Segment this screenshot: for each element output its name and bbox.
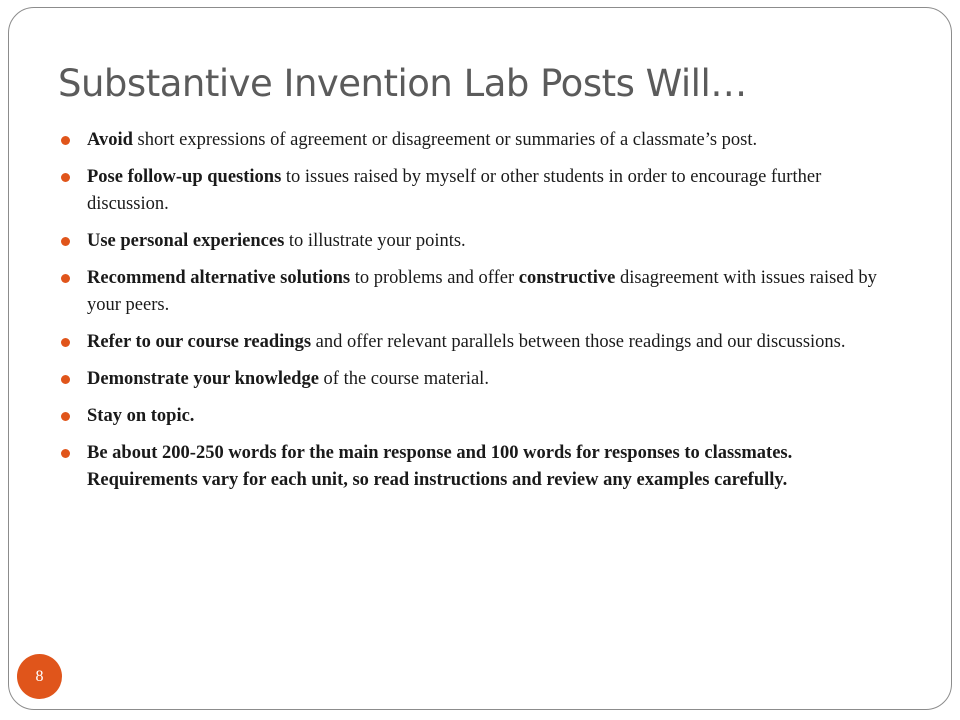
bullet-emphasis-constructive: constructive [518, 268, 616, 288]
bullet-text: to illustrate your points. [284, 231, 466, 251]
bullet-emphasis: Be about 200-250 words for the main response and 100 words for responses to classmates. Requirements vary for each unit, so read instructions and review any examples carefully. [87, 443, 793, 490]
bullet-text: to issues raised by myself or other students in order to encourage further discussion. [87, 167, 822, 214]
bullet-icon [61, 136, 70, 145]
bullet-emphasis: Avoid [87, 130, 133, 150]
bullet-emphasis: Use personal experiences [87, 231, 285, 251]
bullet-item-experiences [60, 228, 900, 255]
bullet-item-knowledge [60, 366, 900, 393]
bullet-emphasis: Recommend alternative solutions [87, 268, 351, 288]
bullet-item-topic [60, 403, 900, 430]
bullet-icon [61, 449, 70, 458]
bullet-emphasis: Refer to our course readings [87, 332, 312, 352]
slide-number-badge: 8 [17, 654, 62, 699]
bullet-text-continued: disagreement with issues raised by your peers. [87, 268, 877, 315]
bullet-text: of the course material. [318, 369, 489, 389]
bullet-text: short expressions of agreement or disagreement or summaries of a classmate’s post. [132, 130, 758, 150]
bullet-icon [61, 338, 70, 347]
bullet-emphasis: Pose follow-up questions [87, 167, 282, 187]
bullet-emphasis: Demonstrate your knowledge [87, 369, 319, 389]
bullet-emphasis: Stay on topic. [87, 406, 195, 426]
bullet-icon [61, 412, 70, 421]
bullet-text: and offer relevant parallels between those readings and our discussions. [311, 332, 846, 352]
bullet-item-alternatives [60, 265, 900, 319]
bullet-icon [61, 274, 70, 283]
bullet-item-follow-up [60, 164, 900, 218]
slide-title: Substantive Invention Lab Posts Will… [58, 62, 747, 105]
bullet-icon [61, 375, 70, 384]
bullet-text: to problems and offer [350, 268, 519, 288]
bullet-item-avoid [60, 127, 900, 154]
bullet-item-readings [60, 329, 900, 356]
bullet-list [60, 127, 900, 504]
bullet-item-length [60, 440, 900, 494]
bullet-icon [61, 173, 70, 182]
bullet-icon [61, 237, 70, 246]
